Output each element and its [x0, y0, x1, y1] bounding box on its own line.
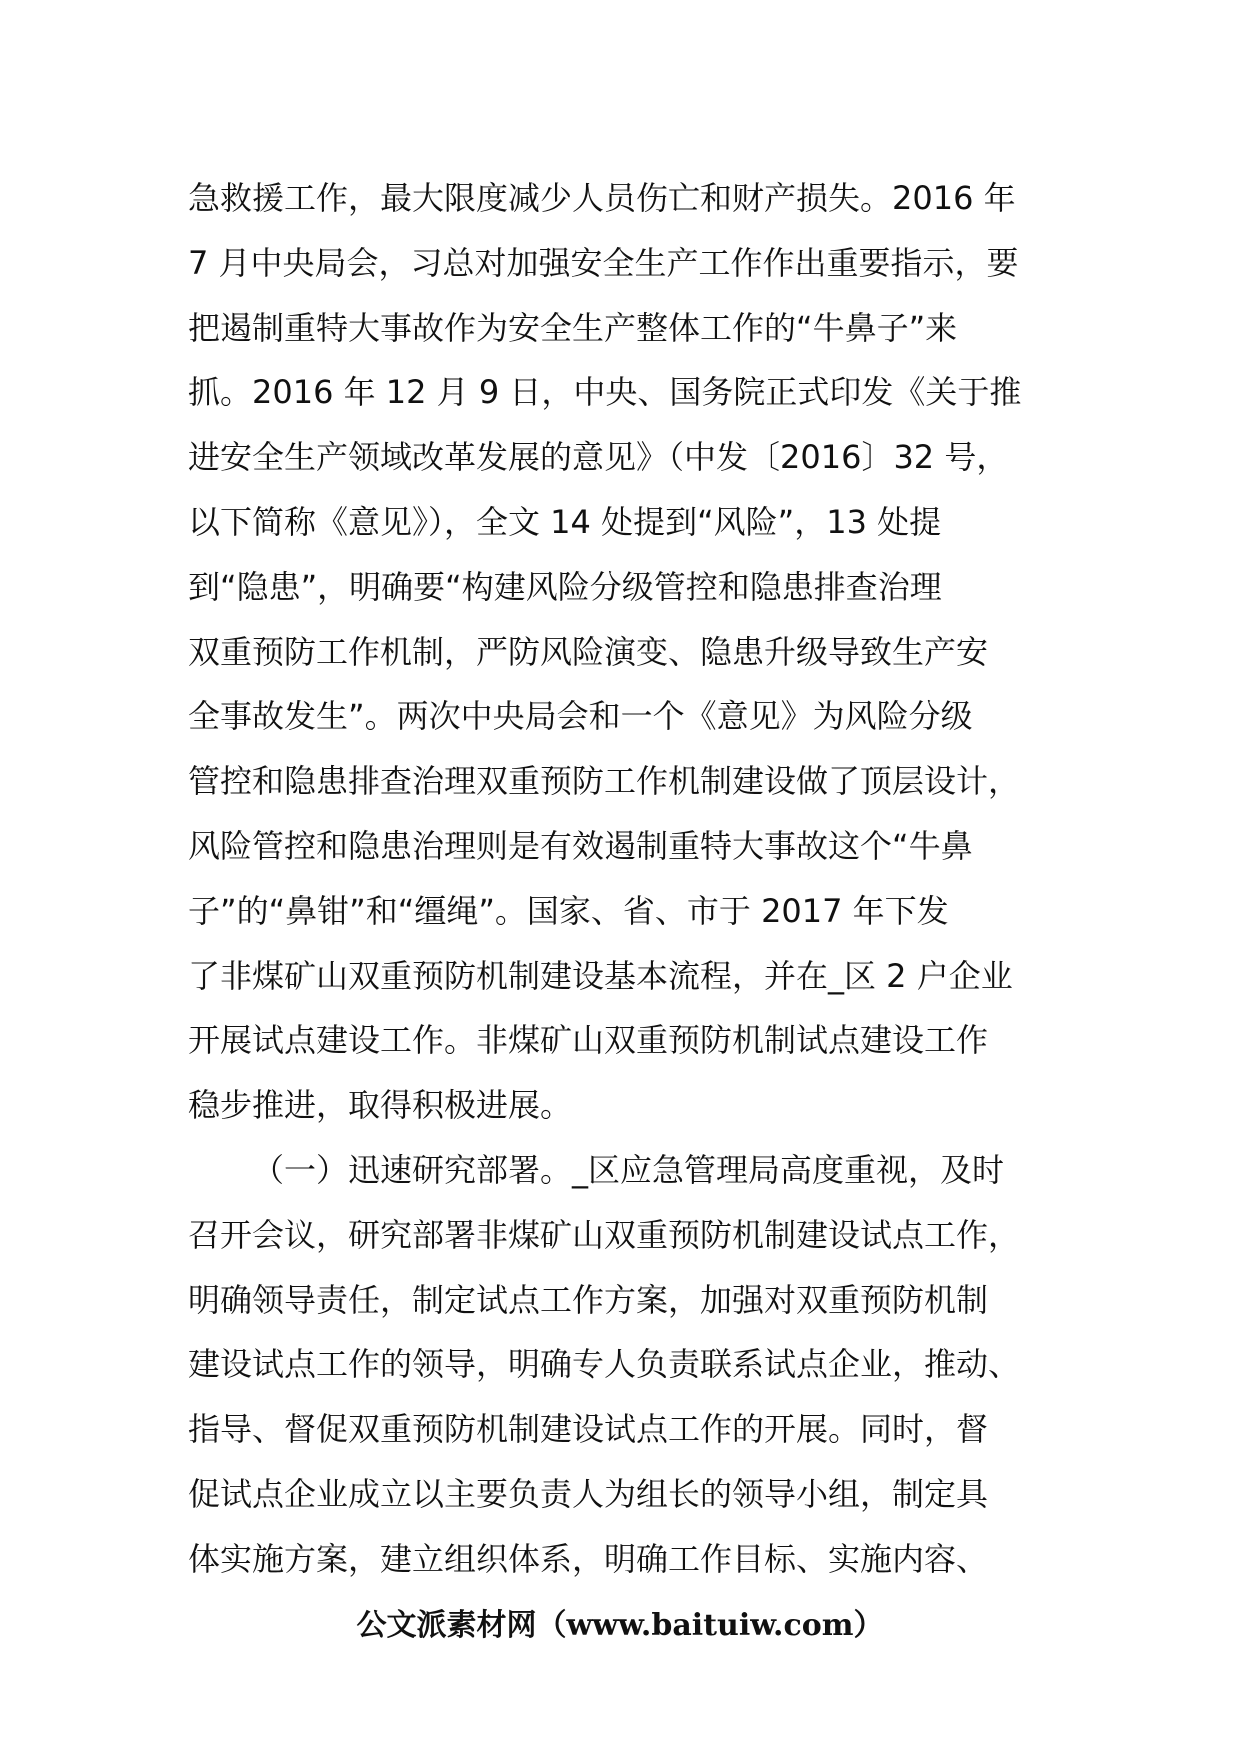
- text-line-11: 风险管控和隐患治理则是有效遏制重特大事故这个“牛鼻: [188, 826, 973, 865]
- text-line-1: 急救援工作，最大限度减少人员伤亡和财产损失。2016 年: [188, 179, 1016, 217]
- text-line-13: 了非煤矿山双重预防机制建设基本流程，并在_区 2 户企业: [188, 956, 1013, 995]
- text-line-20: 指导、督促双重预防机制建设试点工作的开展。同时，督: [188, 1410, 989, 1449]
- text-line-8: 双重预防工作机制，严防风险演变、隐患升级导致生产安: [188, 632, 989, 671]
- text-line-10: 管控和隐患排查治理双重预防工作机制建设做了顶层设计，: [188, 762, 1021, 801]
- text-line-12: 子”的“鼻钳”和“缰绳”。国家、省、市于 2017 年下发: [188, 891, 949, 930]
- text-line-19: 建设试点工作的领导，明确专人负责联系试点企业，推动、: [188, 1345, 1021, 1384]
- text-line-17: 召开会议，研究部署非煤矿山双重预防机制建设试点工作，: [188, 1215, 1021, 1254]
- text-line-14: 开展试点建设工作。非煤矿山双重预防机制试点建设工作: [188, 1021, 989, 1060]
- text-line-3: 把遏制重特大事故作为安全生产整体工作的“牛鼻子”来: [188, 308, 958, 347]
- text-line-6: 以下简称《意见》），全文 14 处提到“风险”，13 处提: [188, 502, 942, 541]
- text-line-2: 7 月中央局会，习总对加强安全生产工作作出重要指示，要: [188, 243, 1019, 282]
- section-heading-line: （一）迅速研究部署。_区应急管理局高度重视，及时: [252, 1150, 1005, 1189]
- page-footer: 公文派素材网（www.baituiw.com）: [356, 1608, 884, 1643]
- text-line-18: 明确领导责任，制定试点工作方案，加强对双重预防机制: [188, 1280, 989, 1319]
- text-line-22: 体实施方案，建立组织体系，明确工作目标、实施内容、: [188, 1539, 989, 1578]
- body-text: [188, 166, 1068, 1592]
- text-line-7: 到“隐患”，明确要“构建风险分级管控和隐患排查治理: [188, 567, 942, 606]
- text-line-4: 抓。2016 年 12 月 9 日，中央、国务院正式印发《关于推: [188, 373, 1022, 412]
- text-line-5: 进安全生产领域改革发展的意见》（中发〔2016〕32 号，: [188, 438, 1009, 477]
- text-line-15: 稳步推进，取得积极进展。: [188, 1086, 573, 1125]
- text-line-21: 促试点企业成立以主要负责人为组长的领导小组，制定具: [188, 1474, 989, 1513]
- text-line-9: 全事故发生”。两次中央局会和一个《意见》为风险分级: [188, 697, 973, 736]
